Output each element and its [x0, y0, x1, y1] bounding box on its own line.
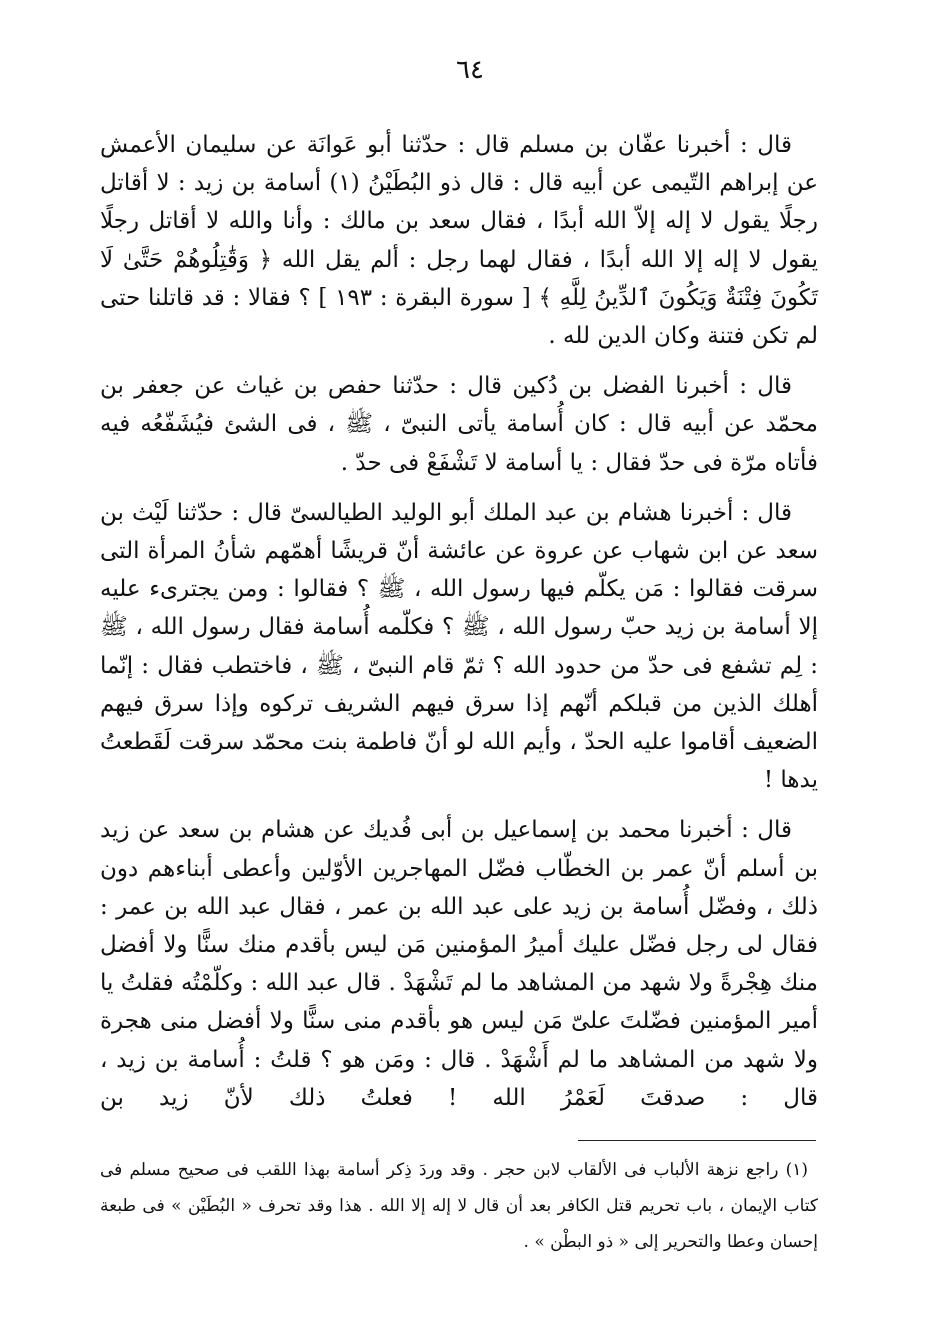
- footnotes: [100, 1152, 818, 1260]
- main-text: [100, 126, 818, 1129]
- footnote-separator: [578, 1140, 816, 1141]
- footnote-1: (١) راجع نزهة الألباب فى الألقاب لابن حجر . وقد وردَ ذِكر أسامة بهذا اللقب فى صحيح مسلم فى كتاب الإيمان ، باب تحريم قتل الكافر بعد أن قال لا إله إلا الله . هذا وقد تحرف « البُطَيْن » فى طبعة إحسان وعطا والتحرير إلى « ذو البطْن » .: [100, 1160, 818, 1252]
- paragraph-3: قال : أخبرنا هشام بن عبد الملك أبو الوليد الطيالسىّ قال : حدّثنا لَيْث بن سعد عن ابن شهاب عن عروة عن عائشة أنّ قريشًا أهمّهم شأنُ المرأة التى سرقت فقالوا : مَن يكلّم فيها رسول الله ، ﷺ ؟ فقالوا : ومن يجترىء عليه إلا أسامة بن زيد حبّ رسول الله ، ﷺ ؟ فكلّمه أُسامة فقال رسول الله ، ﷺ : لِم تشفع فى حدّ من حدود الله ؟ ثمّ قام النبىّ ، ﷺ ، فاختطب فقال : إنّما أهلك الذين من قبلكم أنّهم إذا سرق فيهم الشريف تركوه وإذا سرق فيهم الضعيف أقاموا عليه الحدّ ، وأيم الله لو أنّ فاطمة بنت محمّد سرقت لَقَطعتُ يدها !: [100, 499, 818, 794]
- paragraph-4: قال : أخبرنا محمد بن إسماعيل بن أبى فُديك عن هشام بن سعد عن زيد بن أسلم أنّ عمر بن الخطّاب فضّل المهاجرين الأوّلين وأعطى أبناءهم دون ذلك ، وفضّل أُسامة بن زيد على عبد الله بن عمر ، فقال عبد الله بن عمر : فقال لى رجل فضّل عليك أميرُ المؤمنين مَن ليس بأقدم منك سنًّا ولا أفضل منك هِجْرةً ولا شهد من المشاهد ما لم تَشْهَدْ . قال عبد الله : وكلّمْتُه فقلتُ يا أمير المؤمنين فضّلتَ علىّ مَن ليس هو بأقدم منى سنًّا ولا أفضل منى هجرة ولا شهد من المشاهد ما لم أَشْهَدْ . قال : ومَن هو ؟ قلتُ : أُسامة بن زيد ، قال : صدقتَ لَعَمْرُ الله ! فعلتُ ذلك لأنّ زيد بن: [100, 817, 818, 1111]
- paragraph-2: قال : أخبرنا الفضل بن دُكين قال : حدّثنا حفص بن غياث عن جعفر بن محمّد عن أبيه قال : كان أُسامة يأتى النبىّ ، ﷺ ، فى الشئ فيُشَفّعُه فيه فأتاه مرّة فى حدّ فقال : يا أسامة لا تَشْفَعْ فى حدّ .: [100, 373, 818, 476]
- page-number: ٦٤: [456, 55, 484, 85]
- paragraph-1: قال : أخبرنا عفّان بن مسلم قال : حدّثنا أبو عَوانَة عن سليمان الأعمش عن إبراهم التّيمى عن أبيه قال : قال ذو البُطَيْنُ (١) أسامة بن زيد : لا أقاتل رجلًا يقول لا إله إلاّ الله أبدًا ، فقال سعد بن مالك : وأنا والله لا أقاتل رجلًا يقول لا إله إلا الله أبدًا ، فقال لهما رجل : ألم يقل الله ﴿ وَقَٰتِلُوهُمْ حَتَّىٰ لَا تَكُونَ فِتْنَةٌ وَيَكُونَ ٱلدِّينُ لِلَّهِ ﴾ [ سورة البقرة : ١٩٣ ] ؟ فقالا : قد قاتلنا حتى لم تكن فتنة وكان الدين لله .: [100, 132, 819, 350]
